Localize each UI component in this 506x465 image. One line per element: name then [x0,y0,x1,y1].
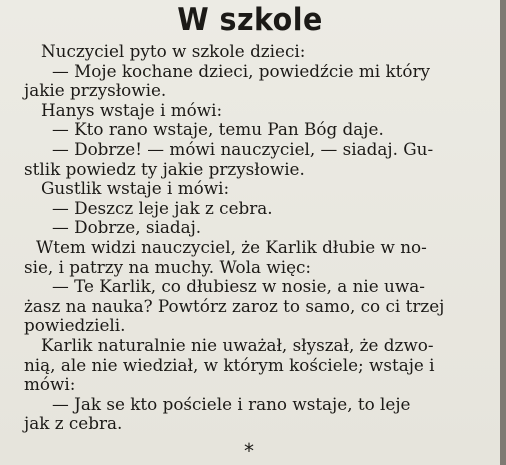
article-line: stlik powiedz ty jakie przysłowie. [24,158,305,179]
article-line: — Jak se kto pościele i rano wstaje, to leje [52,393,411,414]
article-line: jakie przysłowie. [24,80,167,101]
article-line: — Dobrze! — mówi nauczyciel, — siadaj. Gu- [52,138,434,159]
article-line: nią, ale nie wiedział, w którym kościele; wstaje i [24,354,435,375]
article-line: Wtem widzi nauczyciel, że Karlik dłubie w no- [36,236,427,257]
article-line: żasz na nauka? Powtórz zaroz to samo, co ci trzej [24,295,445,316]
article-line: — Dobrze, siadaj. [52,217,202,238]
section-separator: * [244,439,254,463]
article-line: jak z cebra. [24,413,123,434]
article-title: W szkole [177,2,323,38]
article-body [24,42,498,434]
article-line: Hanys wstaje i mówi: [41,99,223,120]
article-line: Karlik naturalnie nie uważał, słyszał, że dzwo- [41,334,434,355]
article-line: sie, i patrzy na muchy. Wola więc: [24,256,312,277]
article-line: — Kto rano wstaje, temu Pan Bóg daje. [52,119,384,140]
article-line: — Moje kochane dzieci, powiedźcie mi który [52,60,430,81]
page-edge [500,0,506,465]
article-line: Nuczyciel pyto w szkole dzieci: [41,41,306,61]
article-line: mówi: [24,374,76,395]
article-line: — Te Karlik, co dłubiesz w nosie, a nie uwa- [52,276,425,297]
article-line: — Deszcz leje jak z cebra. [52,197,273,218]
article-line: Gustlik wstaje i mówi: [41,178,230,199]
article-line: powiedzieli. [24,315,126,336]
